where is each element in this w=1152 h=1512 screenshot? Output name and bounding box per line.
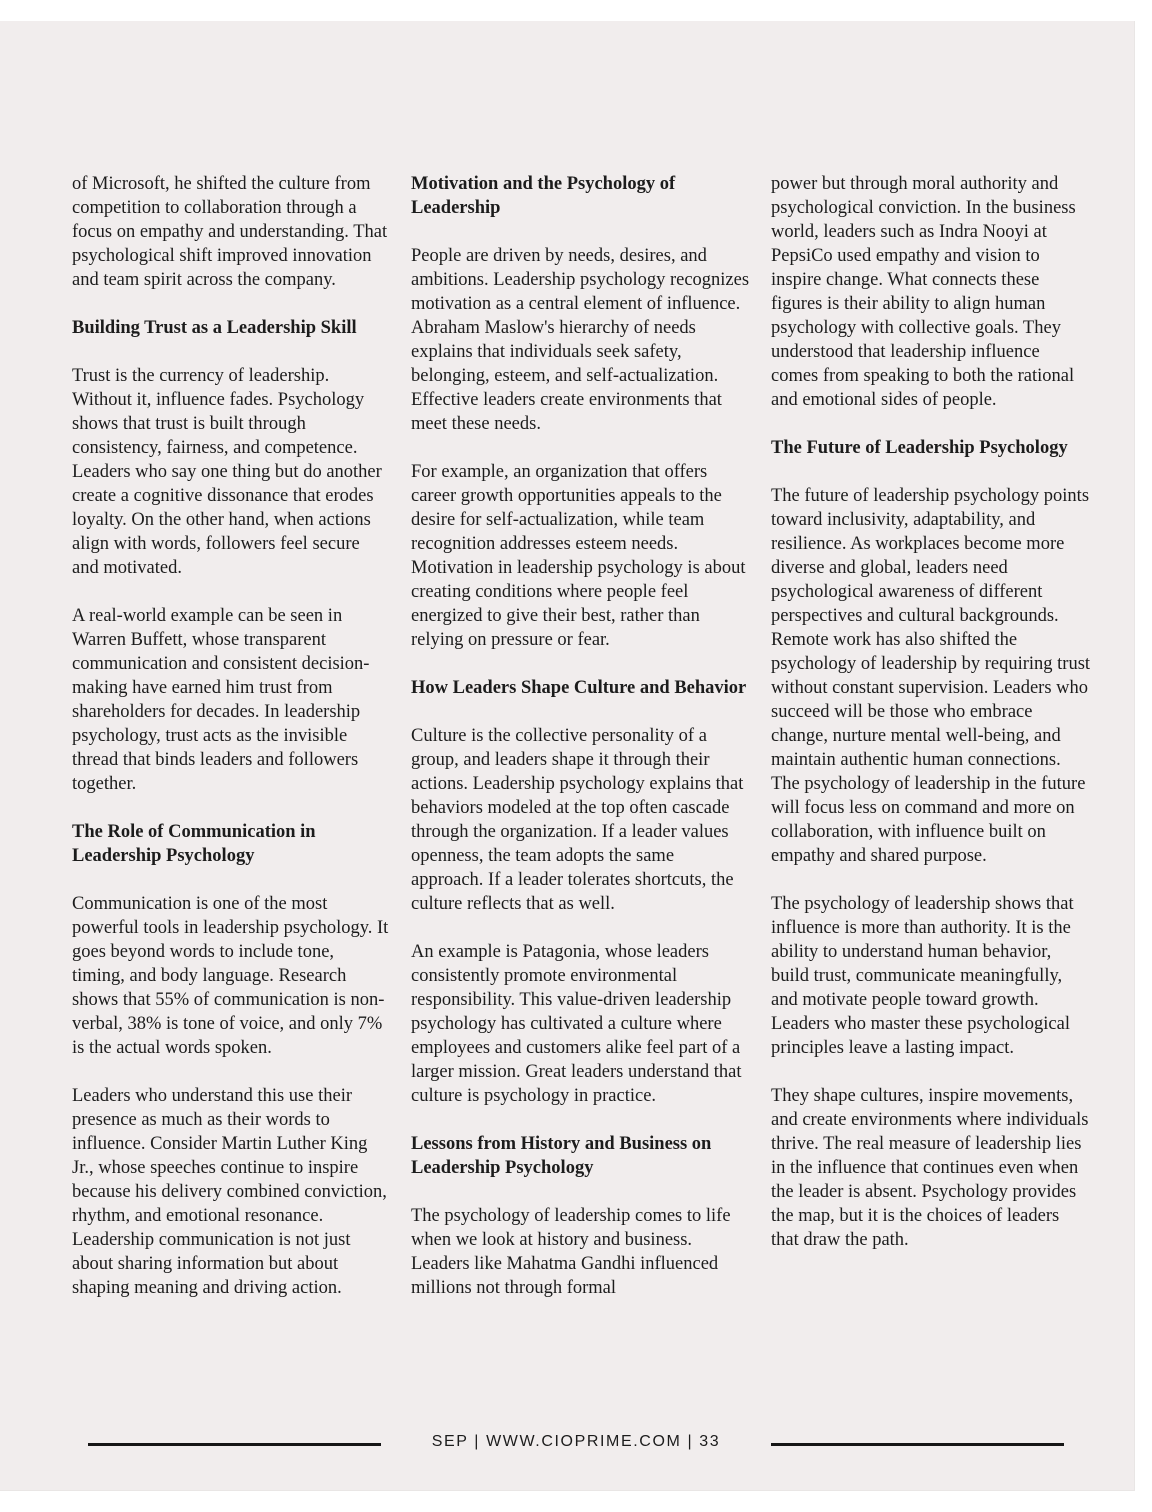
paragraph-moral-authority: power but through moral authority and psychological conviction. In the business world, leaders such as Indra Nooyi at PepsiCo used empathy and vision to inspire change. What connects these figures is their ability to align human psychology with collective goals. They understood that leadership influence comes from speaking to both the rational and emotional sides of people. (771, 174, 1076, 410)
paragraph-microsoft-culture: of Microsoft, he shifted the culture from competition to collaboration through a focus on empathy and understanding. That psychological shift improved innovation and team spirit across the company. (72, 174, 388, 290)
heading-role-of-communication: The Role of Communication in Leadership Psychology (72, 822, 316, 866)
paragraph-warren-buffett: A real-world example can be seen in Warren Buffett, whose transparent communication and consistent decision-making have earned him trust from shareholders for decades. In leadership psychology, trust acts as the invisible thread that binds leaders and followers together. (72, 606, 370, 794)
footer-rule-left (88, 1443, 381, 1446)
heading-lessons-history: Lessons from History and Business on Leadership Psychology (411, 1134, 712, 1178)
paragraph-career-growth: For example, an organization that offers career growth opportunities appeals to the desire for self-actualization, while team recognition addresses esteem needs. Motivation in leadership psychology is about creating conditions where people feel energized to give their best, rather than relying on pressure or fear. (411, 462, 746, 650)
footer-folio: SEP | WWW.CIOPRIME.COM | 33 (431, 1433, 721, 1450)
paragraph-patagonia: An example is Patagonia, whose leaders consistently promote environmental responsibility. This value-driven leadership psychology has cultivated a culture where employees and customers alike feel part of a larger mission. Great leaders understand that culture is psychology in practice. (411, 942, 742, 1106)
page-footer (0, 1423, 1134, 1463)
paragraph-culture-personality: Culture is the collective personality of a group, and leaders shape it through their actions. Leadership psychology explains that behaviors modeled at the top often cascade through the organization. If a leader values openness, the team adopts the same approach. If a leader tolerates shortcuts, the culture reflects that as well. (411, 726, 744, 914)
heading-culture-behavior: How Leaders Shape Culture and Behavior (411, 678, 747, 698)
magazine-page (0, 21, 1135, 1491)
paragraph-shape-cultures: They shape cultures, inspire movements, and create environments where individuals thrive. The real measure of leadership lies in the influence that continues even when the leader is absent. Psychology provides the map, but it is the choices of leaders that draw the path. (771, 1086, 1089, 1250)
heading-future-leadership: The Future of Leadership Psychology (771, 438, 1068, 458)
footer-rule-right (771, 1443, 1064, 1446)
paragraph-maslow: People are driven by needs, desires, and ambitions. Leadership psychology recognizes motivation as a central element of influence. Abraham Maslow's hierarchy of needs explains that individuals seek safety, belonging, esteem, and self-actualization. Effective leaders create environments that meet these needs. (411, 246, 750, 434)
paragraph-communication-tools: Communication is one of the most powerful tools in leadership psychology. It goes beyond words to include tone, timing, and body language. Research shows that 55% of communication is non-verbal, 38% is tone of voice, and only 7% is the actual words spoken. (72, 894, 389, 1058)
paragraph-influence-authority: The psychology of leadership shows that influence is more than authority. It is the ability to understand human behavior, build trust, communicate meaningfully, and motivate people toward growth. Leaders who master these psychological principles leave a lasting impact. (771, 894, 1074, 1058)
paragraph-gandhi: The psychology of leadership comes to life when we look at history and business. Leaders like Mahatma Gandhi influenced millions not through formal (411, 1206, 731, 1298)
article-column-2 (411, 172, 751, 1324)
paragraph-future-inclusivity: The future of leadership psychology points toward inclusivity, adaptability, and resilience. As workplaces become more diverse and global, leaders need psychological awareness of different perspectives and cultural backgrounds. Remote work has also shifted the psychology of leadership by requiring trust without constant supervision. Leaders who succeed will be those who embrace change, nurture mental well-being, and maintain authentic human connections. The psychology of leadership in the future will focus less on command and more on collaboration, with influence built on empathy and shared purpose. (771, 486, 1091, 866)
paragraph-mlk-presence: Leaders who understand this use their presence as much as their words to influence. Consider Martin Luther King Jr., whose speeches continue to inspire because his delivery combined conviction, rhythm, and emotional resonance. Leadership communication is not just about sharing information but about shaping meaning and driving action. (72, 1086, 387, 1298)
paragraph-trust-currency: Trust is the currency of leadership. Without it, influence fades. Psychology shows that trust is built through consistency, fairness, and competence. Leaders who say one thing but do another create a cognitive dissonance that erodes loyalty. On the other hand, when actions align with words, followers feel secure and motivated. (72, 366, 382, 578)
heading-motivation: Motivation and the Psychology of Leadership (411, 174, 676, 218)
article-column-3 (771, 172, 1091, 1276)
heading-building-trust: Building Trust as a Leadership Skill (72, 318, 357, 338)
article-column-1 (72, 172, 390, 1324)
